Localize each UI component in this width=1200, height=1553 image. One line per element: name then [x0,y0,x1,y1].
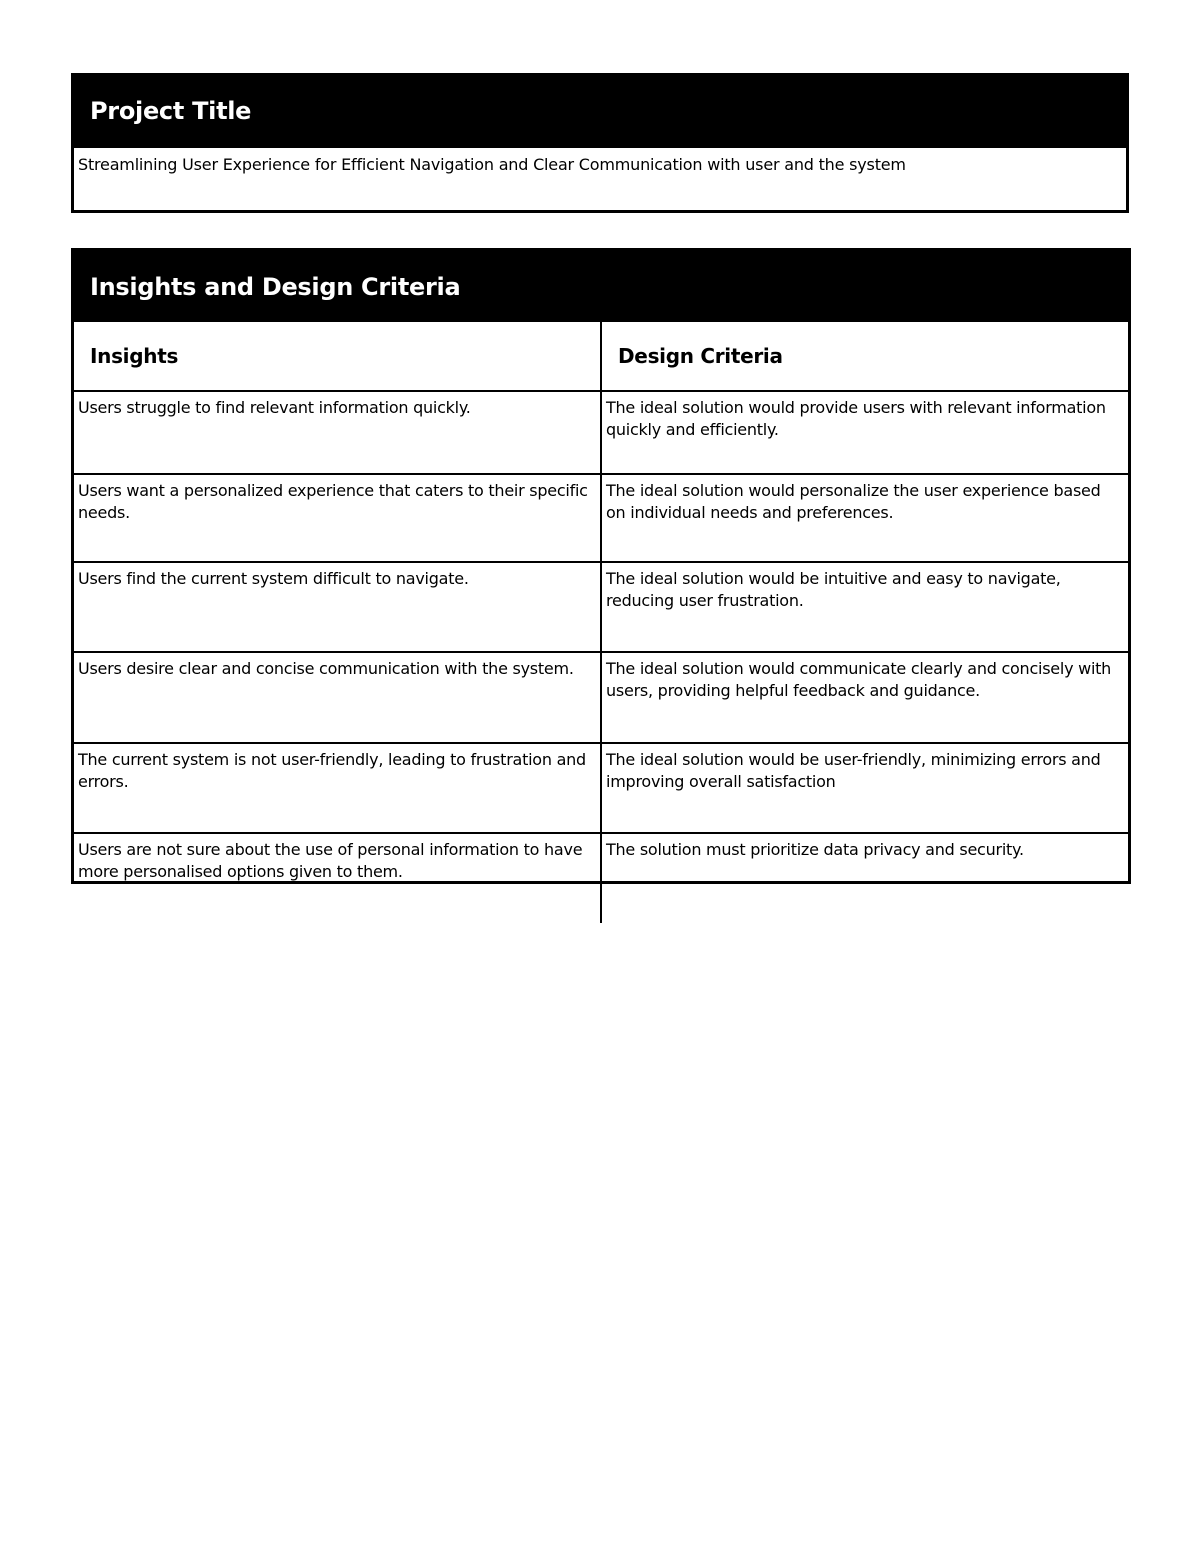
table-row [74,474,1128,562]
insights-table [74,322,1128,923]
insight-cell: Users desire clear and concise communication with the system. [74,652,601,743]
criteria-cell: The ideal solution would be intuitive and easy to navigate, reducing user frustration. [601,562,1128,652]
column-header-design-criteria: Design Criteria [601,322,1128,391]
project-title-heading: Project Title [74,76,1126,146]
criteria-cell: The solution must prioritize data privacy and security. [601,833,1128,923]
insights-design-criteria-box [71,248,1131,884]
criteria-cell: The ideal solution would be user-friendly, minimizing errors and improving overall satisfaction [601,743,1128,833]
table-row [74,391,1128,474]
table-row [74,562,1128,652]
insights-section-heading: Insights and Design Criteria [74,251,1128,322]
insight-cell: Users struggle to find relevant information quickly. [74,391,601,474]
table-row [74,652,1128,743]
table-header-row [74,322,1128,391]
criteria-cell: The ideal solution would personalize the user experience based on individual needs and preferences. [601,474,1128,562]
project-title-text: Streamlining User Experience for Efficient Navigation and Clear Communication with user and the system [74,146,1126,175]
project-title-box [71,73,1129,213]
table-row [74,743,1128,833]
criteria-cell: The ideal solution would communicate clearly and concisely with users, providing helpful feedback and guidance. [601,652,1128,743]
insight-cell: The current system is not user-friendly, leading to frustration and errors. [74,743,601,833]
criteria-cell: The ideal solution would provide users with relevant information quickly and efficiently. [601,391,1128,474]
column-header-insights: Insights [74,322,601,391]
insight-cell: Users are not sure about the use of personal information to have more personalised options given to them. [74,833,601,923]
insight-cell: Users find the current system difficult to navigate. [74,562,601,652]
insight-cell: Users want a personalized experience that caters to their specific needs. [74,474,601,562]
table-row [74,833,1128,923]
